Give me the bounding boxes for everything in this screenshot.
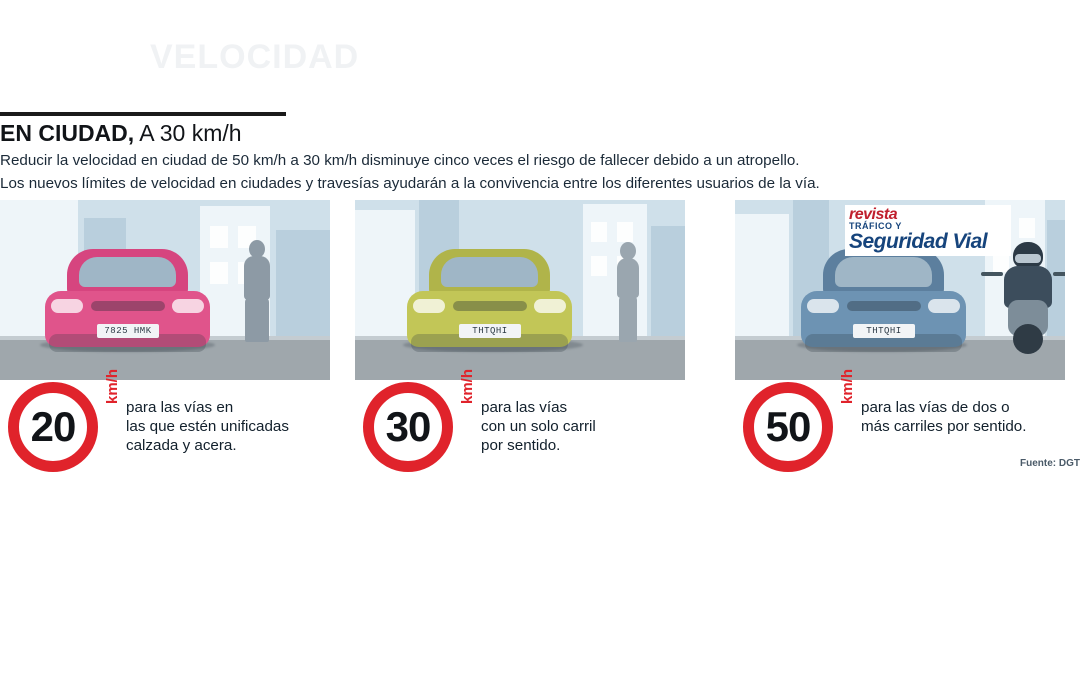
car-grille [453, 301, 527, 311]
scooter-wheel [1013, 324, 1043, 354]
window-icon [1019, 218, 1035, 238]
car-grille [91, 301, 165, 311]
headlight-right-icon [534, 299, 566, 313]
subtitle-line-2: Los nuevos límites de velocidad en ciudades y travesías ayudarán a la convivencia entre los diferentes usuarios de la vía. [0, 175, 820, 192]
speed-limit-description [481, 398, 596, 455]
magazine-logo [845, 205, 1011, 256]
page-title-light: A 30 km/h [134, 120, 242, 146]
speed-limit-value: 50 [765, 403, 811, 450]
headlight-left-icon [807, 299, 839, 313]
building-far-right [651, 226, 685, 350]
description-line-3: por sentido. [481, 437, 561, 454]
building-left [355, 210, 415, 350]
window-icon [210, 226, 228, 248]
speed-unit-label: km/h [104, 368, 121, 404]
visor [1015, 254, 1041, 263]
page-title [0, 120, 242, 147]
license-plate: 7825 HMK [97, 324, 159, 338]
pedestrian-icon [613, 242, 643, 346]
source-credit: Fuente: DGT [1020, 458, 1080, 469]
headlight-left-icon [413, 299, 445, 313]
description-line-1: para las vías en [126, 399, 234, 416]
description-line-1: para las vías de dos o [861, 399, 1010, 416]
header-rule [0, 112, 286, 116]
illustration-panel-woman [355, 200, 685, 380]
description-line-1: para las vías [481, 399, 568, 416]
pedestrian-legs [245, 298, 269, 342]
car-icon [801, 249, 966, 354]
mirror-right-icon [1053, 272, 1065, 276]
headlight-left-icon [51, 299, 83, 313]
speed-unit-label: km/h [839, 368, 856, 404]
window-icon [591, 222, 607, 242]
speed-limit-value: 30 [385, 403, 431, 450]
speed-limit-sign-icon [743, 382, 833, 472]
scooter-rider-icon [985, 242, 1065, 354]
car-windshield [79, 257, 176, 287]
car-icon [407, 249, 572, 354]
subtitle-line-1: Reducir la velocidad en ciudad de 50 km/h a 30 km/h disminuye cinco veces el riesgo de fallecer debido a un atropello. [0, 152, 800, 169]
building-left [735, 214, 789, 350]
speed-limit-value: 20 [30, 403, 76, 450]
car-grille [847, 301, 921, 311]
logo-trafico-text: TRÁFICO Y [849, 221, 902, 231]
description-line-2: más carriles por sentido. [861, 418, 1027, 435]
page-title-bold: EN CIUDAD, [0, 120, 135, 146]
window-icon [591, 256, 607, 276]
window-icon [210, 262, 228, 284]
description-line-2: con un solo carril [481, 418, 596, 435]
speed-limit-description [861, 398, 1026, 436]
speed-unit-label: km/h [459, 368, 476, 404]
speed-limit-sign-icon [363, 382, 453, 472]
mirror-left-icon [981, 272, 1003, 276]
headlight-right-icon [928, 299, 960, 313]
car-windshield [441, 257, 538, 287]
car-icon [45, 249, 210, 354]
description-line-2: las que estén unificadas [126, 418, 289, 435]
pedestrian-legs [619, 296, 637, 342]
pedestrian-icon [240, 240, 274, 346]
logo-revista-text: revista [849, 206, 898, 223]
license-plate: THTQHI [459, 324, 521, 338]
window-icon [617, 222, 633, 242]
pedestrian-torso [244, 256, 270, 300]
speed-limit-sign-icon [8, 382, 98, 472]
illustration-panel-pedestrian [0, 200, 330, 380]
license-plate: THTQHI [853, 324, 915, 338]
car-windshield [835, 257, 932, 287]
headlight-right-icon [172, 299, 204, 313]
ghost-title: VELOCIDAD [150, 38, 360, 76]
description-line-3: calzada y acera. [126, 437, 237, 454]
building-far-right [276, 230, 330, 350]
logo-seguridad-text: Seguridad Vial [849, 230, 988, 253]
speed-limit-description [126, 398, 289, 455]
pedestrian-torso [617, 258, 639, 298]
